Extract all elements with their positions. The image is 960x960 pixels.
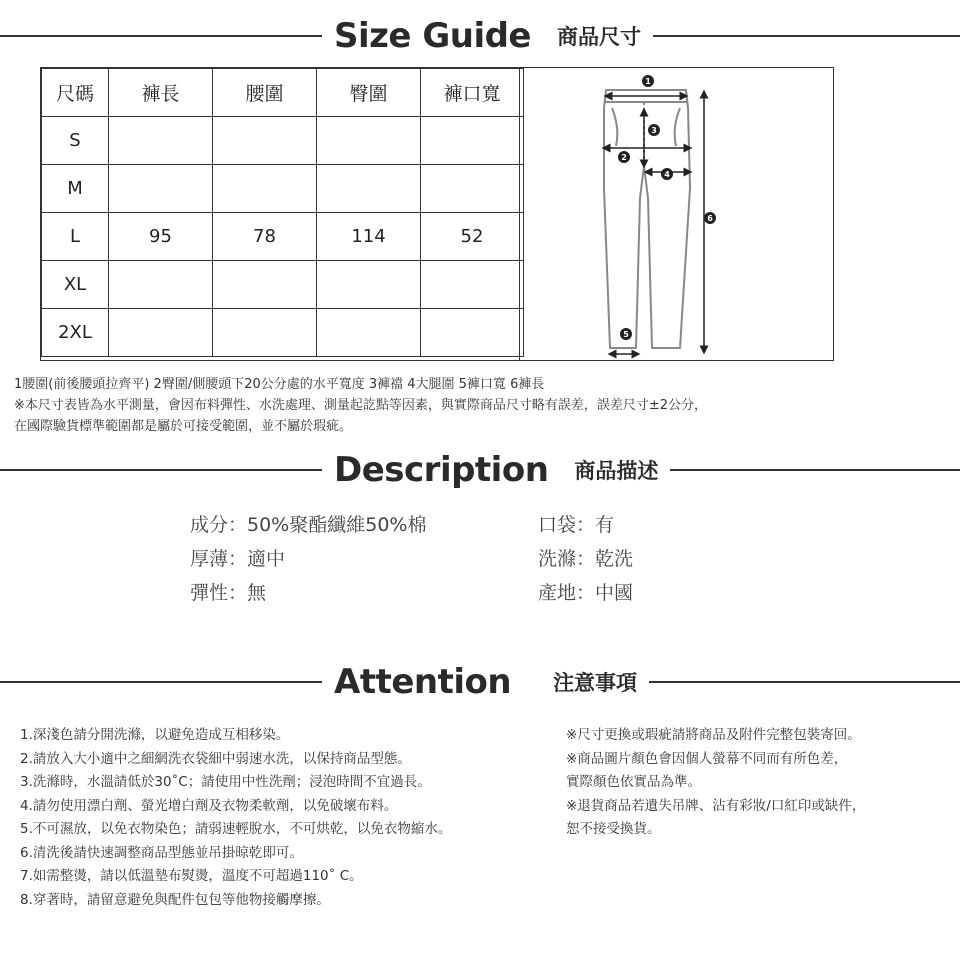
hip-value bbox=[317, 117, 421, 165]
description-heading bbox=[0, 450, 960, 490]
description-right-column bbox=[538, 508, 633, 610]
list-item: 3.洗滌時，水溫請低於30˚C；請使用中性洗劑；浸泡時間不宜過長。 bbox=[20, 774, 431, 790]
list-item: 7.如需整燙，請以低溫墊布熨燙，溫度不可超過110˚ C。 bbox=[20, 868, 363, 884]
pants-outline-icon bbox=[520, 68, 836, 360]
length-value bbox=[109, 261, 213, 309]
length-value bbox=[109, 309, 213, 357]
size-guide-title-en: Size Guide bbox=[334, 16, 531, 56]
marker-1-label: 1 bbox=[645, 77, 651, 86]
hip-value: 114 bbox=[317, 213, 421, 261]
length-value: 95 bbox=[109, 213, 213, 261]
list-item: 2.請放入大小適中之細網洗衣袋細中弱速水洗，以保持商品型態。 bbox=[20, 750, 411, 767]
heading-rule-left bbox=[0, 469, 322, 471]
hem-value bbox=[421, 165, 524, 213]
header-hip: 臀圍 bbox=[317, 69, 421, 117]
waist-value: 78 bbox=[213, 213, 317, 261]
table-row bbox=[42, 213, 524, 261]
attention-title-zh: 注意事項 bbox=[553, 671, 638, 695]
heading-rule-right bbox=[649, 681, 960, 683]
size-label: S bbox=[42, 117, 109, 165]
heading-rule-right bbox=[653, 35, 960, 37]
header-size: 尺碼 bbox=[42, 69, 109, 117]
waist-value bbox=[213, 261, 317, 309]
list-item: ※退貨商品若遺失吊牌、沾有彩妝/口紅印或缺件， bbox=[566, 797, 866, 814]
size-table-header bbox=[42, 69, 524, 117]
header-hem-width: 褲口寬 bbox=[421, 69, 524, 117]
length-value bbox=[109, 117, 213, 165]
size-label: M bbox=[42, 165, 109, 213]
waist-value bbox=[213, 165, 317, 213]
table-row bbox=[42, 309, 524, 357]
list-item: 4.請勿使用漂白劑、螢光增白劑及衣物柔軟劑，以免破壞布料。 bbox=[20, 797, 398, 814]
list-item: 6.清洗後請快速調整商品型態並吊掛晾乾即可。 bbox=[20, 844, 303, 861]
hip-value bbox=[317, 165, 421, 213]
size-guide-title-zh: 商品尺寸 bbox=[557, 25, 641, 49]
description-item: 厚薄：適中 bbox=[190, 548, 286, 570]
hem-value bbox=[421, 309, 524, 357]
header-waist: 腰圍 bbox=[213, 69, 317, 117]
hip-value bbox=[317, 309, 421, 357]
header-length: 褲長 bbox=[109, 69, 213, 117]
measurement-notes bbox=[14, 374, 707, 437]
size-label: 2XL bbox=[42, 309, 109, 357]
table-row bbox=[42, 261, 524, 309]
table-row bbox=[42, 117, 524, 165]
size-label: L bbox=[42, 213, 109, 261]
hip-value bbox=[317, 261, 421, 309]
description-item: 成分：50%聚酯纖維50%棉 bbox=[190, 514, 427, 536]
size-table bbox=[41, 68, 524, 357]
description-left-column bbox=[190, 508, 426, 610]
waist-value bbox=[213, 309, 317, 357]
description-item: 洗滌：乾洗 bbox=[538, 548, 634, 570]
list-item: 恕不接受換貨。 bbox=[566, 821, 661, 837]
note-line: 1腰圍(前後腰頭拉齊平) 2臀圍/側腰頭下20公分處的水平寬度 3褲襠 4大腿圍 5褲口寬 6褲長 bbox=[14, 377, 545, 392]
marker-5-label: 5 bbox=[623, 330, 629, 339]
list-item: ※商品圖片顏色會因個人螢幕不同而有所色差， bbox=[566, 750, 848, 767]
pants-measurement-diagram bbox=[519, 68, 836, 360]
care-instructions bbox=[20, 724, 451, 912]
hem-value bbox=[421, 117, 524, 165]
list-item: ※尺寸更換或瑕疵請將商品及附件完整包裝寄回。 bbox=[566, 727, 861, 743]
heading-rule-left bbox=[0, 35, 322, 37]
attention-title-en: Attention bbox=[334, 662, 512, 702]
size-chart bbox=[40, 67, 834, 361]
hem-value bbox=[421, 261, 524, 309]
hem-value: 52 bbox=[421, 213, 524, 261]
size-label: XL bbox=[42, 261, 109, 309]
return-policy bbox=[566, 724, 865, 842]
list-item: 5.不可濕放，以免衣物染色；請弱速輕脫水，不可烘乾，以免衣物縮水。 bbox=[20, 821, 452, 837]
heading-rule-left bbox=[0, 681, 322, 683]
table-row bbox=[42, 165, 524, 213]
length-value bbox=[109, 165, 213, 213]
description-item: 彈性：無 bbox=[190, 582, 267, 604]
marker-3-label: 3 bbox=[651, 126, 657, 135]
attention-heading bbox=[0, 662, 960, 702]
list-item: 實際顏色依實品為準。 bbox=[566, 774, 701, 790]
marker-2-label: 2 bbox=[621, 153, 627, 162]
list-item: 1.深淺色請分開洗滌，以避免造成互相移染。 bbox=[20, 727, 290, 743]
waist-value bbox=[213, 117, 317, 165]
marker-6-label: 6 bbox=[707, 214, 713, 223]
description-title-en: Description bbox=[334, 450, 549, 490]
description-title-zh: 商品描述 bbox=[574, 459, 659, 483]
size-guide-heading bbox=[0, 16, 960, 56]
heading-rule-right bbox=[670, 469, 960, 471]
description-item: 口袋：有 bbox=[538, 514, 615, 536]
note-line: ※本尺寸表皆為水平測量，會因布料彈性、水洗處理、測量起訖點等因素，與實際商品尺寸略有誤差，誤差尺寸±2公分， bbox=[14, 398, 708, 413]
note-line: 在國際驗貨標準範圍都是屬於可接受範圍，並不屬於瑕疵。 bbox=[14, 419, 353, 434]
list-item: 8.穿著時，請留意避免與配件包包等他物接觸摩擦。 bbox=[20, 891, 330, 908]
description-item: 產地：中國 bbox=[538, 582, 634, 604]
marker-4-label: 4 bbox=[664, 170, 670, 179]
